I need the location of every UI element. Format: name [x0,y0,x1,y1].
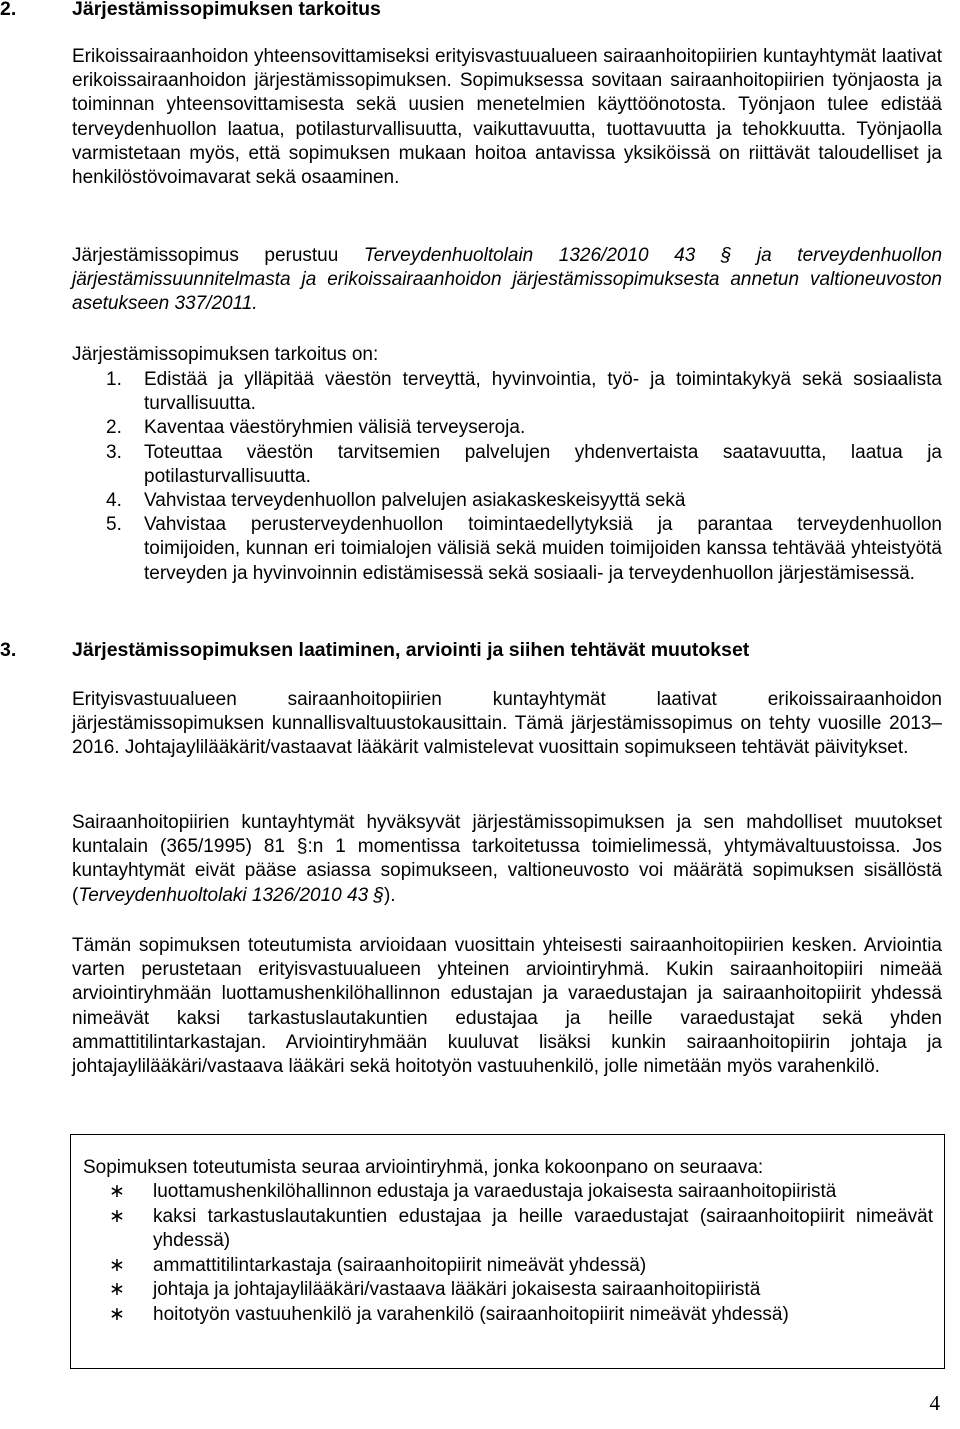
list-item: 2. Kaventaa väestöryhmien välisiä terveyseroja. [106,417,526,439]
section-number: 2. [0,0,17,20]
section-number: 3. [0,639,17,661]
list-item: 3. Toteuttaa väestön tarvitsemien palvelujen yhdenvertaista saatavuutta, laatua ja potilasturvallisuutta. [106,441,942,487]
page-number: 4 [929,1391,940,1415]
bullet-icon: ∗ [109,1279,125,1300]
list-item: 5. Vahvistaa perusterveydenhuollon toimintaedellytyksiä ja parantaa terveydenhuollon toimijoiden, kunnan eri toimialojen välisiä sekä muiden toimijoiden kanssa tehtävää yhteistyötä terveyden ja hyvinvoinnin edistämisessä sekä sosiaali- ja terveydenhuollon järjestämisessä. [106,514,942,584]
section-2-paragraph-2 [72,244,942,317]
section-2-heading [0,0,940,21]
section-3-paragraph-3: Tämän sopimuksen toteutumista arvioidaan vuosittain yhteisesti sairaanhoitopiirien kesken. Arviointia varten perustetaan erityisvastuualueen yhteinen arviointiryhmä. Kukin sairaanhoitopiiri nimeää arviointiryhmään luottamushenkilöhallinnon edustajan ja varaedustajan ja sairaanhoitopiirit yhdessä nimeävät kaksi tarkastuslautakuntien edustajaa ja heille varaedustajat sekä yhden ammattitilintarkastajan. Arviointiryhmään kuuluvat lisäksi kunkin sairaanhoitopiirin johtaja ja johtajaylilääkäri/vastaava lääkäri sekä hoitotyön vastuuhenkilö, jolle nimetään myös varahenkilö. [72,935,942,1078]
section-3-paragraph-1: Erityisvastuualueen sairaanhoitopiirien kuntayhtymät laativat erikoissairaanhoidon järjestämissopimuksen kunnallisvaltuustokausittain. Tämä järjestämissopimus on tehty vuosille 2013–2016. Johtajaylilääkärit/vastaavat lääkärit valmistelevat vuosittain sopimukseen tehtävät päivitykset. [72,689,942,759]
bullet-icon: ∗ [109,1303,125,1325]
bullet-icon: ∗ [109,1181,125,1202]
box-list [83,1180,933,1327]
list-item: ∗ johtaja ja johtajaylilääkäri/vastaava lääkäri jokaisesta sairaanhoitopiiristä [83,1278,933,1303]
paragraph-text-end: ). [383,884,396,906]
list-item: 4. Vahvistaa terveydenhuollon palvelujen asiakaskeskeisyyttä sekä [106,490,686,512]
section-3-paragraph-2 [72,811,942,908]
section-title: Järjestämissopimuksen laatiminen, arviointi ja siihen tehtävät muutokset [72,639,750,661]
bullet-icon: ∗ [109,1205,125,1227]
section-3-heading [0,639,940,662]
list-item: ∗ ammattitilintarkastaja (sairaanhoitopiirit nimeävät yhdessä) [83,1254,933,1279]
bullet-icon: ∗ [109,1254,125,1276]
list-item: ∗ hoitotyön vastuuhenkilö ja varahenkilö (sairaanhoitopiirit nimeävät yhdessä) [83,1303,933,1328]
section-2-paragraph-1: Erikoissairaanhoidon yhteensovittamiseksi erityisvastuualueen sairaanhoitopiirien kuntayhtymät laativat erikoissairaanhoidon järjestämissopimuksen. Sopimuksessa sovitaan sairaanhoitopiirien työnjaosta ja toiminnan yhteensovittamisesta sekä uusien menetelmien käyttöönotosta. Työnjaon tulee edistää terveydenhuollon laatua, potilasturvallisuutta, vaikuttavuutta, tuottavuutta ja tehokkuutta. Työnjaolla varmistetaan myös, että sopimuksen mukaan hoitoa antavissa yksiköissä on riittävät taloudelliset ja henkilöstövoimavarat sekä osaaminen. [72,46,942,189]
box-lead: Sopimuksen toteutumista seuraa arviointiryhmä, jonka kokoonpano on seuraava: [83,1157,764,1178]
list-item: ∗ kaksi tarkastuslautakuntien edustajaa ja heille varaedustajat (sairaanhoitopiirit nimeävät yhdessä) [83,1205,933,1254]
paragraph-text: Järjestämissopimus perustuu [72,245,364,266]
law-reference: Terveydenhuoltolain 1326/2010 43 § ja terveydenhuollon järjestämissuunnitelmasta ja erikoissairaanhoidon järjestämissopimuksesta annetun valtioneuvoston asetukseen 337/2011. [72,245,943,315]
purpose-lead: Järjestämissopimuksen tarkoitus on: [72,344,379,365]
list-item: 1. Edistää ja ylläpitää väestön terveyttä, hyvinvointia, työ- ja toimintakykyä sekä sosiaalista turvallisuutta. [106,369,942,415]
section-title: Järjestämissopimuksen tarkoitus [72,0,381,20]
purpose-list [0,368,942,586]
law-reference: Terveydenhuoltolaki 1326/2010 43 § [78,884,384,906]
evaluation-group-box [70,1134,945,1369]
list-item: ∗ luottamushenkilöhallinnon edustaja ja varaedustaja jokaisesta sairaanhoitopiiristä [83,1180,933,1205]
paragraph-text: Sairaanhoitopiirien kuntayhtymät hyväksyvät järjestämissopimuksen ja sen mahdolliset muutokset kuntalain (365/1995) 81 §:n 1 momentissa tarkoitetussa toimielimessä, yhtymävaltuustoissa. Jos kuntayhtymät eivät pääse asiassa sopimukseen, valtioneuvosto voi määrätä sopimuksen sisällöstä ( [72,812,942,906]
